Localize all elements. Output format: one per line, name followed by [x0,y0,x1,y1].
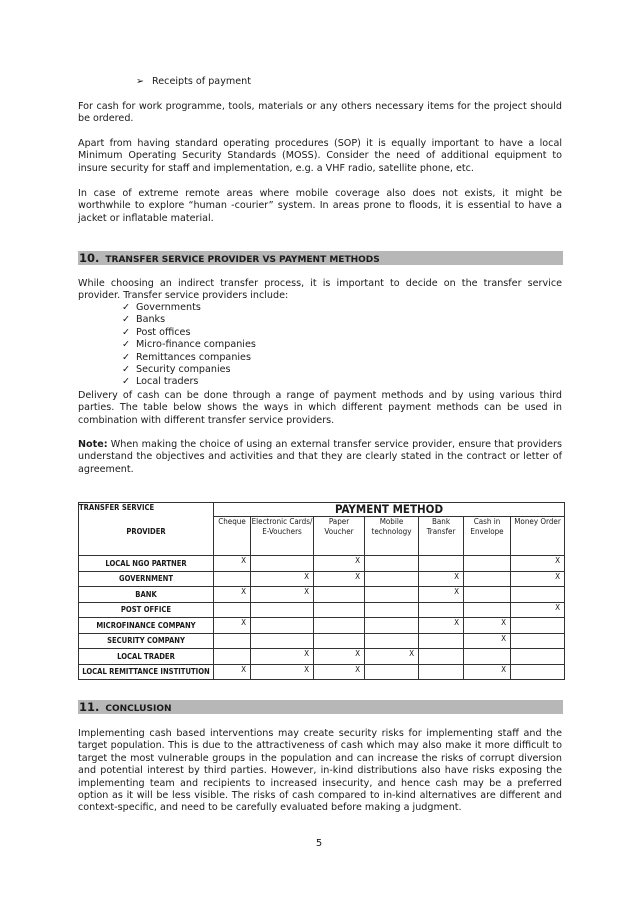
table-cell [419,633,464,649]
table-cell [511,664,565,680]
table-cell [214,633,251,649]
providers-list-item-text: Micro-finance companies [136,339,256,351]
section-11-number: 11. [79,700,100,714]
table-cell [214,602,251,618]
x-mark: X [304,571,309,581]
table-cell [419,664,464,680]
table-row [79,602,565,618]
table-cell [464,618,511,634]
provider-row-label: MICROFINANCE COMPANY [79,618,214,634]
x-mark: X [409,649,414,658]
providers-list-item [122,327,256,339]
provider-header-top: TRANSFER SERVICE [79,503,155,512]
checkmark-icon: ✓ [122,314,131,326]
note-text: When making the choice of using an external transfer service provider, ensure that providers understand the objectives and activities and that they are clearly stated in the contract or letter of agreement. [78,439,562,475]
column-header: Money Order [511,517,565,556]
table-cell [419,649,464,665]
x-mark: X [355,664,360,674]
table-cell [511,587,565,603]
x-mark: X [501,618,506,627]
table-cell [419,618,464,634]
table-cell [365,556,419,572]
providers-list-item [122,376,256,388]
table-cell [314,649,365,665]
provider-row-label: LOCAL NGO PARTNER [79,556,214,572]
column-header: Cheque [214,517,251,556]
checkmark-icon: ✓ [122,326,131,338]
x-mark: X [454,618,459,627]
table-cell [511,649,565,665]
providers-list-item [122,339,256,351]
section-10-title: TRANSFER SERVICE PROVIDER VS PAYMENT METHODS [105,255,380,265]
table-row [79,618,565,634]
table-cell [214,556,251,572]
column-header: Paper Voucher [314,517,365,556]
provider-row-label: LOCAL TRADER [79,649,214,665]
table-cell [214,649,251,665]
provider-row-label: BANK [79,587,214,603]
provider-row-label: SECURITY COMPANY [79,633,214,649]
table-cell [464,571,511,587]
payment-method-table [78,502,565,680]
provider-row-label: POST OFFICE [79,602,214,618]
table-cell [419,587,464,603]
providers-list-item-text: Remittances companies [136,351,251,363]
table-row [79,649,565,665]
section-11-title: CONCLUSION [105,704,172,714]
providers-list-item-text: Local traders [136,376,199,388]
x-mark: X [501,664,506,674]
table-cell [365,587,419,603]
receipts-bullet-item [136,76,251,87]
paragraph-conclusion: Implementing cash based interventions may create security risks for implementing staff and the target population. This is due to the attractiveness of cash which may also make it more difficult to target the most vulnerable groups in the population and can increase the risks of corrupt diversion and potential interest by third parties. However, in-kind distributions also have risks exposing the implementing team and recipients to increased insecurity, and hence cash may be a preferred option as it will be less visible. The risks of cash compared to in-kind alternatives are different and context-specific, and need to be carefully evaluated before making a judgment. [78,728,562,814]
checkmark-icon: ✓ [122,351,131,363]
table-cell [251,587,314,603]
providers-list-item-text: Banks [136,314,166,326]
note-paragraph [78,439,562,476]
provider-header-bottom: PROVIDER [126,527,166,536]
table-cell [251,602,314,618]
x-mark: X [355,649,360,658]
note-label: Note: [78,439,108,450]
table-cell [251,649,314,665]
table-cell [464,556,511,572]
table-row [79,664,565,680]
table-cell [511,633,565,649]
column-header: Mobile technology [365,517,419,556]
table-cell [365,664,419,680]
x-mark: X [304,587,309,596]
table-cell [314,618,365,634]
table-cell [511,618,565,634]
providers-list-item-text: Security companies [136,364,231,376]
providers-list [122,302,256,389]
x-mark: X [304,664,309,674]
x-mark: X [454,571,459,581]
table-cell [365,633,419,649]
page-number: 5 [315,838,323,849]
table-cell [511,571,565,587]
table-cell [251,664,314,680]
paragraph-moss: Apart from having standard operating procedures (SOP) it is equally important to have a local Minimum Operating Security Standards (MOSS). Consider the need of additional equipment to insure security for staff and implementation, e.g. a VHF radio, satellite phone, etc. [78,138,562,174]
table-cell [214,587,251,603]
column-header: Cash in Envelope [464,517,511,556]
table-cell [314,571,365,587]
checkmark-icon: ✓ [122,376,131,388]
table-cell [464,664,511,680]
paragraph-remote-areas: In case of extreme remote areas where mobile coverage also does not exists, it might be worthwhile to explore “human -courier” system. In areas prone to floods, it is essential to have a jacket or inflatable material. [78,188,562,224]
provider-header-cell [79,503,214,556]
providers-list-item-text: Governments [136,302,201,313]
table-cell [419,602,464,618]
x-mark: X [241,664,246,674]
x-mark: X [355,571,360,581]
paragraph-delivery-of-cash: Delivery of cash can be done through a range of payment methods and by using various third parties. The table below shows the ways in which different payment methods can be used in combination with different transfer service providers. [78,390,562,426]
table-cell [365,649,419,665]
checkmark-icon: ✓ [122,339,131,351]
x-mark: X [501,633,506,643]
table-cell [214,664,251,680]
x-mark: X [241,556,246,565]
paragraph-cash-for-work: For cash for work programme, tools, materials or any others necessary items for the project should be ordered. [78,101,562,125]
table-cell [214,571,251,587]
receipts-text: Receipts of payment [152,76,251,87]
table-cell [511,602,565,618]
providers-list-item [122,302,256,314]
x-mark: X [241,618,246,627]
table-cell [251,618,314,634]
table-row [79,633,565,649]
column-header: Electronic Cards/ E-Vouchers [251,517,314,556]
x-mark: X [355,556,360,565]
x-mark: X [555,556,561,565]
table-cell [251,633,314,649]
table-cell [365,618,419,634]
table-cell [464,649,511,665]
table-row [79,587,565,603]
table-cell [314,587,365,603]
providers-list-item [122,352,256,364]
table-cell [365,571,419,587]
table-cell [464,587,511,603]
table-cell [214,618,251,634]
x-mark: X [454,587,459,596]
table-cell [314,664,365,680]
checkmark-icon: ✓ [122,302,131,313]
table-row [79,556,565,572]
x-mark: X [555,602,561,612]
section-10-number: 10. [79,251,100,265]
paragraph-choosing-provider: While choosing an indirect transfer process, it is important to decide on the transfer service provider. Transfer service providers include: [78,278,562,302]
providers-list-item [122,314,256,326]
table-cell [314,633,365,649]
table-cell [314,556,365,572]
section-11-heading [78,700,563,714]
column-header: Bank Transfer [419,517,464,556]
table-cell [419,571,464,587]
checkmark-icon: ✓ [122,364,131,376]
table-cell [419,556,464,572]
table-cell [365,602,419,618]
table-row [79,571,565,587]
section-10-heading [78,251,563,265]
table-cell [464,602,511,618]
providers-list-item-text: Post offices [136,326,191,338]
x-mark: X [241,587,246,596]
providers-list-item [122,364,256,376]
table-cell [251,556,314,572]
table-cell [314,602,365,618]
table-cell [511,556,565,572]
payment-method-title: PAYMENT METHOD [214,503,565,517]
table-cell [464,633,511,649]
provider-row-label: GOVERNMENT [79,571,214,587]
arrow-bullet-icon: ➢ [136,76,145,87]
x-mark: X [555,571,561,581]
table-cell [251,571,314,587]
x-mark: X [304,649,309,658]
provider-row-label: LOCAL REMITTANCE INSTITUTION [79,664,214,680]
